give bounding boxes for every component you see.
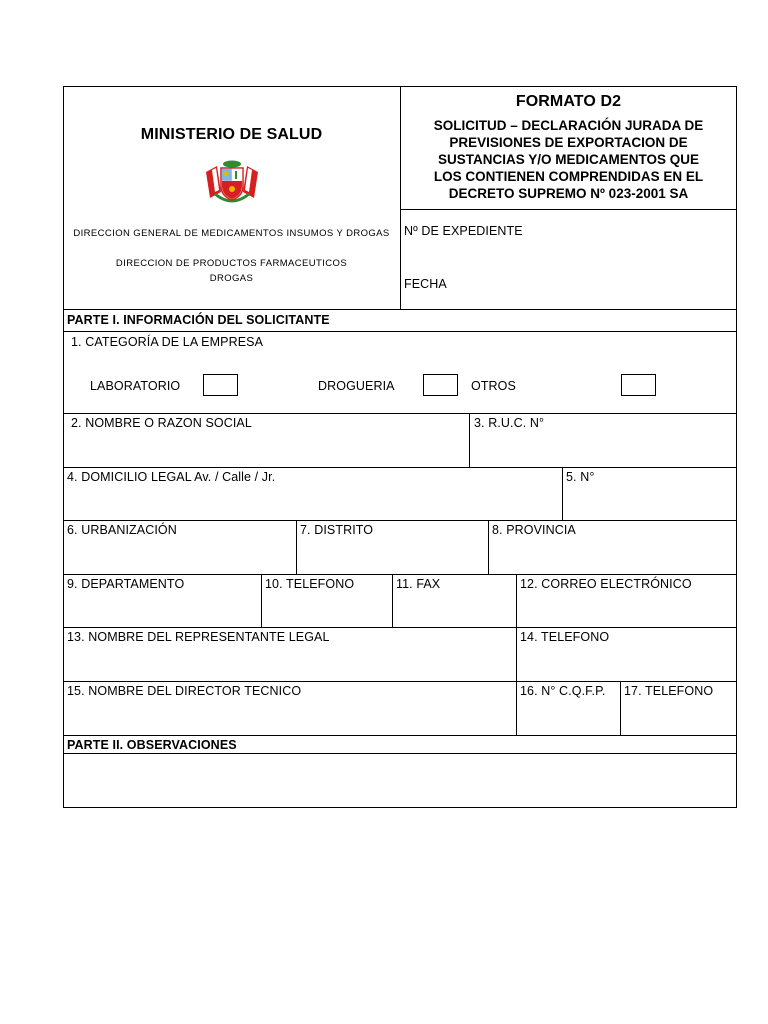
divider	[63, 627, 737, 628]
divider	[63, 309, 737, 310]
urbanizacion-field[interactable]: 6. URBANIZACIÓN	[67, 523, 177, 537]
divider	[63, 331, 737, 332]
otros-checkbox[interactable]	[621, 374, 656, 396]
ministry-title: MINISTERIO DE SALUD	[140, 126, 323, 143]
telefono-field[interactable]: 10. TELEFONO	[265, 577, 355, 591]
domicilio-field[interactable]: 4. DOMICILIO LEGAL Av. / Calle / Jr.	[67, 470, 276, 484]
title-line: SOLICITUD – DECLARACIÓN JURADA DE	[433, 118, 704, 133]
divider	[469, 413, 470, 467]
part2-title: PARTE II. OBSERVACIONES	[67, 738, 237, 752]
fax-field[interactable]: 11. FAX	[396, 577, 441, 591]
laboratorio-checkbox[interactable]	[203, 374, 238, 396]
option-otros-label: OTROS	[471, 379, 516, 393]
drogueria-checkbox[interactable]	[423, 374, 458, 396]
divider	[261, 574, 262, 627]
director-field[interactable]: 15. NOMBRE DEL DIRECTOR TECNICO	[67, 684, 302, 698]
divider	[63, 681, 737, 682]
representante-field[interactable]: 13. NOMBRE DEL REPRESENTANTE LEGAL	[67, 630, 330, 644]
coat-of-arms-emblem	[203, 158, 261, 208]
title-line: PREVISIONES DE EXPORTACION DE	[449, 135, 688, 150]
divider	[63, 520, 737, 521]
fecha-label: FECHA	[404, 277, 447, 291]
divider	[488, 520, 489, 574]
title-line: LOS CONTIENEN COMPRENDIDAS EN EL	[433, 169, 704, 184]
divider	[63, 467, 737, 468]
dept-products-line2: DROGAS	[209, 273, 254, 284]
correo-field[interactable]: 12. CORREO ELECTRÓNICO	[520, 577, 692, 591]
provincia-field[interactable]: 8. PROVINCIA	[492, 523, 576, 537]
numero-field[interactable]: 5. N°	[566, 470, 595, 484]
title-line: SUSTANCIAS Y/O MEDICAMENTOS QUE	[437, 152, 700, 167]
dept-general: DIRECCION GENERAL DE MEDICAMENTOS INSUMOS Y DROGAS	[73, 228, 390, 239]
part1-title: PARTE I. INFORMACIÓN DEL SOLICITANTE	[67, 313, 330, 327]
title-divider	[400, 209, 737, 210]
telefono-field[interactable]: 17. TELEFONO	[624, 684, 714, 698]
form-title	[400, 117, 737, 202]
expediente-label: Nº DE EXPEDIENTE	[404, 224, 523, 238]
dept-products-line1: DIRECCION DE PRODUCTOS FARMACEUTICOS	[115, 258, 348, 269]
option-drogueria-label: DROGUERIA	[318, 379, 395, 393]
format-code: FORMATO D2	[515, 93, 622, 110]
telefono-field[interactable]: 14. TELEFONO	[520, 630, 610, 644]
divider	[63, 574, 737, 575]
divider	[620, 681, 621, 735]
divider	[392, 574, 393, 627]
nombre-field[interactable]: 2. NOMBRE O RAZON SOCIAL	[71, 416, 252, 430]
option-laboratorio-label: LABORATORIO	[90, 379, 181, 393]
category-label: 1. CATEGORÍA DE LA EMPRESA	[71, 335, 264, 349]
form-d2	[63, 86, 737, 808]
observaciones-area[interactable]	[64, 754, 736, 807]
divider	[562, 467, 563, 520]
title-line: DECRETO SUPREMO Nº 023-2001 SA	[448, 186, 689, 201]
cqfp-field[interactable]: 16. N° C.Q.F.P.	[520, 684, 606, 698]
divider	[63, 735, 737, 736]
departamento-field[interactable]: 9. DEPARTAMENTO	[67, 577, 185, 591]
ruc-field[interactable]: 3. R.U.C. N°	[474, 416, 545, 430]
distrito-field[interactable]: 7. DISTRITO	[300, 523, 374, 537]
divider	[296, 520, 297, 574]
divider	[63, 413, 737, 414]
divider	[516, 574, 517, 627]
